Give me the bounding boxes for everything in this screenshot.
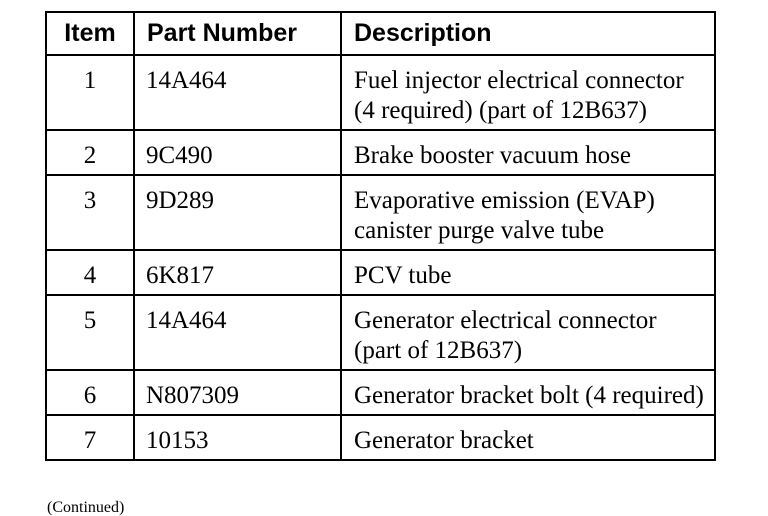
row-description: Generator electrical connector (part of 12B637) [341, 295, 715, 370]
header-item: Item [46, 12, 134, 55]
row-item-number: 6 [46, 370, 134, 415]
row-description: PCV tube [341, 250, 715, 295]
parts-table [45, 11, 716, 461]
row-item-number: 7 [46, 415, 134, 460]
table-row [46, 250, 715, 295]
row-item-number: 3 [46, 175, 134, 250]
row-description: Brake booster vacuum hose [341, 130, 715, 175]
row-part-number: 9C490 [134, 130, 341, 175]
row-part-number: 10153 [134, 415, 341, 460]
row-item-number: 1 [46, 55, 134, 130]
row-item-number: 4 [46, 250, 134, 295]
row-part-number: 14A464 [134, 295, 341, 370]
header-part-number: Part Number [134, 12, 341, 55]
table-row [46, 175, 715, 250]
continued-note: (Continued) [47, 499, 125, 516]
table-row [46, 55, 715, 130]
header-description: Description [341, 12, 715, 55]
table-row [46, 295, 715, 370]
row-description: Fuel injector electrical connector (4 required) (part of 12B637) [341, 55, 715, 130]
table-header-row [46, 12, 715, 55]
row-part-number: 14A464 [134, 55, 341, 130]
row-part-number: 6K817 [134, 250, 341, 295]
row-item-number: 2 [46, 130, 134, 175]
row-part-number: N807309 [134, 370, 341, 415]
row-part-number: 9D289 [134, 175, 341, 250]
row-description: Generator bracket [341, 415, 715, 460]
row-description: Generator bracket bolt (4 required) [341, 370, 715, 415]
table-row [46, 370, 715, 415]
table-row [46, 415, 715, 460]
table-row [46, 130, 715, 175]
row-description: Evaporative emission (EVAP) canister purge valve tube [341, 175, 715, 250]
row-item-number: 5 [46, 295, 134, 370]
